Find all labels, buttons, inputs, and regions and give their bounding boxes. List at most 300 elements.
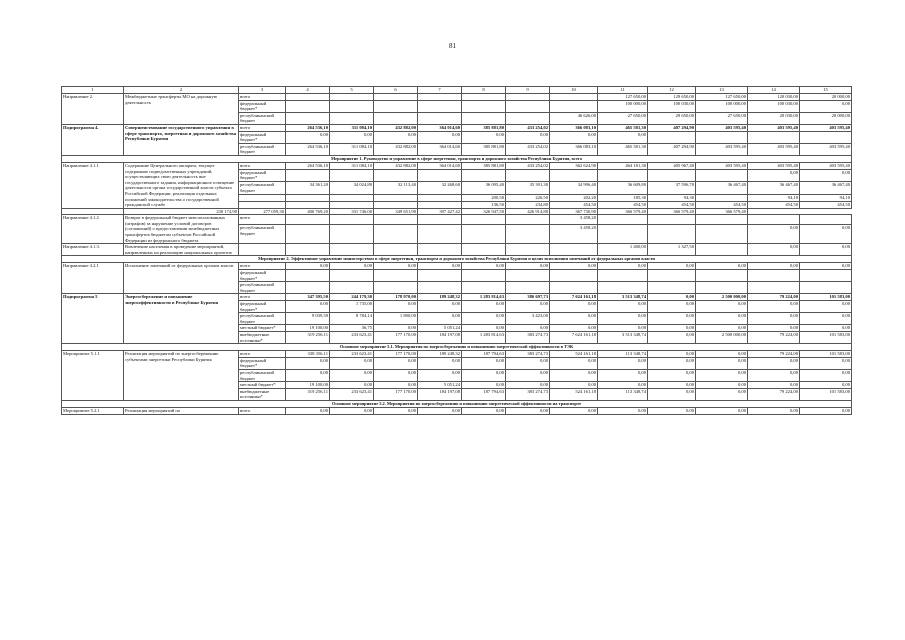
table-cell-value: 0,00 [462, 301, 506, 313]
table-cell-text [506, 100, 550, 112]
table-cell-value: 407 294,90 [648, 124, 696, 131]
table-cell-text: Мероприятие 5.1.1 [62, 351, 124, 401]
table-cell-value: 383 274,73 [506, 351, 550, 358]
table-cell-text: республиканский бюджет [239, 369, 286, 381]
table-cell-value: 0,00 [748, 263, 800, 270]
table-cell-value: 7 624 161,18 [550, 294, 598, 301]
table-row [62, 351, 852, 358]
table-cell-text: Реализация мероприятий по энергосбережению субъектами энергетики Республики Бурятия [124, 351, 239, 401]
table-cell-value: 187 794,63 [462, 351, 506, 358]
table-cell-text: Мероприятие 5.2.1 [62, 407, 124, 414]
table-cell-value: 385 881,80 [462, 143, 506, 155]
table-cell-value: 0,00 [648, 325, 696, 332]
column-header: 5 [330, 87, 374, 94]
table-cell-value: 230 174,90 [124, 208, 239, 215]
table-cell-text [330, 225, 374, 244]
table-cell-value: 29 650,00 [648, 112, 696, 124]
table-cell-value: 383 274,73 [506, 388, 550, 400]
table-cell-text [374, 112, 418, 124]
table-cell-value: 101 583,00 [800, 388, 852, 400]
table-cell-text: республиканский бюджет [239, 282, 286, 294]
table-cell-text: всего [239, 263, 286, 270]
column-header: 2 [124, 87, 239, 94]
table-cell-value: 0,00 [550, 313, 598, 325]
table-cell-value: 311 084,10 [330, 143, 374, 155]
table-cell-value: 0,00 [648, 294, 696, 301]
table-cell-value: 0,00 [696, 382, 748, 389]
table-cell-text: Направление 4.1.2 [62, 215, 124, 244]
table-cell-value: 234,80 [506, 201, 550, 208]
section-row [62, 256, 852, 263]
table-cell-value: 433 254,02 [506, 162, 550, 169]
table-cell-text [330, 215, 374, 225]
table-cell-text [506, 169, 550, 182]
table-cell-text: Реализация мероприятий по [124, 407, 239, 414]
table-cell-value: 0,00 [598, 301, 648, 313]
table-cell-value: 9 039,39 [286, 313, 330, 325]
table-cell-value: 94,30 [648, 195, 696, 202]
table-cell-value: 0,00 [286, 131, 330, 143]
table-cell-text [462, 244, 506, 256]
table-cell-value: 34 996,40 [550, 182, 598, 195]
table-cell-value: 27 650,00 [696, 112, 748, 124]
table-cell-value: 0,00 [550, 382, 598, 389]
table-cell-value: 405 967,40 [648, 162, 696, 169]
table-cell-value: 0,00 [330, 131, 374, 143]
table-cell-text: Энергосбережение и повышение энергоэффективности в Республике Бурятия [124, 294, 239, 344]
section-row [62, 155, 852, 162]
table-cell-text: Направление 2. [62, 94, 124, 125]
table-cell-value: 2 500 000,00 [696, 294, 748, 301]
table-cell-text [286, 244, 330, 256]
table-cell-value: 1 327,50 [648, 244, 696, 256]
table-cell-value: 362 624,90 [550, 162, 598, 169]
table-cell-value: 0,00 [330, 369, 374, 381]
table-cell-text [506, 112, 550, 124]
table-cell-value: 311 084,10 [330, 124, 374, 131]
table-cell-text [374, 169, 418, 182]
table-cell-text [374, 100, 418, 112]
table-cell-text: всего [239, 407, 286, 414]
column-header: 11 [598, 87, 648, 94]
table-cell-text [506, 270, 550, 282]
table-cell-text [418, 195, 462, 202]
table-cell-text: всего [239, 124, 286, 131]
table-cell-value: 1 283 814,63 [462, 331, 506, 343]
table-cell-value: 36 467,40 [748, 182, 800, 195]
table-cell-text [648, 131, 696, 143]
table-cell-text [418, 201, 462, 208]
table-cell-text [239, 201, 286, 208]
table-cell-text: федеральный бюджет* [239, 100, 286, 112]
table-cell-value: 0,00 [374, 382, 418, 389]
table-cell-value: 364 014,60 [418, 124, 462, 131]
table-cell-value: 0,00 [418, 357, 462, 369]
budget-table [61, 86, 852, 415]
table-cell-value: 0,00 [748, 407, 800, 414]
table-cell-text [648, 225, 696, 244]
table-cell-value: 100 030,00 [648, 100, 696, 112]
table-cell-text [330, 169, 374, 182]
table-cell-value: 0,00 [598, 407, 648, 414]
table-cell-value: 20 000,00 [800, 94, 852, 101]
table-cell-value: 0,00 [506, 325, 550, 332]
table-cell-value: 5 051,24 [418, 325, 462, 332]
table-cell-text [550, 94, 598, 101]
table-cell-value: 0,00 [648, 388, 696, 400]
table-cell-value: 0,00 [286, 301, 330, 313]
table-cell-value: 0,00 [800, 169, 852, 182]
table-cell-value: 233 623,41 [330, 388, 374, 400]
table-cell-value: 0,00 [800, 382, 852, 389]
table-cell-text: Межбюджетные трансферты МО на дорожную деятельность [124, 94, 239, 125]
table-cell-text [330, 195, 374, 202]
table-cell-text: федеральный бюджет* [239, 301, 286, 313]
table-cell-value: 454,50 [748, 201, 800, 208]
table-cell-text [286, 282, 330, 294]
table-cell-value: 403 595,40 [696, 124, 748, 131]
table-cell-text [374, 282, 418, 294]
table-cell-value: 0,00 [462, 263, 506, 270]
table-cell-text [506, 282, 550, 294]
table-cell-value: 0,00 [418, 263, 462, 270]
table-cell-value: 19 100,00 [286, 382, 330, 389]
table-cell-value: 79 224,00 [748, 331, 800, 343]
table-cell-text: Направление 4.1.1 [62, 162, 124, 208]
column-header: 15 [800, 87, 852, 94]
table-cell-value: 0,00 [462, 369, 506, 381]
table-cell-value: 184 197,08 [418, 388, 462, 400]
table-cell-text [418, 244, 462, 256]
table-cell-value: 0,00 [800, 369, 852, 381]
table-cell-value: 0,00 [800, 313, 852, 325]
table-cell-text: Направление 4.2.1 [62, 263, 124, 294]
table-cell-value: 129 650,00 [648, 94, 696, 101]
table-cell-value: 233 623,41 [330, 351, 374, 358]
section-row [62, 400, 852, 407]
table-cell-value: 0,00 [418, 301, 462, 313]
table-cell-text [330, 282, 374, 294]
table-cell-text: местный бюджет* [239, 325, 286, 332]
table-cell-value: 101 583,00 [800, 351, 852, 358]
column-header: 1 [62, 87, 124, 94]
table-cell-text [748, 215, 800, 225]
table-cell-text [418, 169, 462, 182]
table-cell-value: 0,00 [462, 325, 506, 332]
table-cell-value: 0,00 [374, 407, 418, 414]
table-cell-value: 0,00 [648, 301, 696, 313]
table-cell-value: 37 596,70 [648, 182, 696, 195]
table-cell-value: 233 623,41 [330, 331, 374, 343]
table-cell-text [462, 100, 506, 112]
table-cell-text: Содержание Центрального аппарата, текущее содержание подведомственных учреждений, осуществляющих свою деятельность вне государственного задания, информационное освещение деятельности органа государственной власти субъекта Российской Федерации, реализация отдельных положений законодательства о государственной гражданской службе [124, 162, 239, 208]
table-cell-text: местный бюджет* [239, 382, 286, 389]
table-cell-text [239, 195, 286, 202]
table-cell-value: 20 000,00 [800, 112, 852, 124]
table-row [62, 294, 852, 301]
table-cell-text [330, 100, 374, 112]
table-cell-value: 0,00 [286, 263, 330, 270]
table-cell-value: 20 030,00 [748, 112, 800, 124]
table-cell-value: 0,00 [418, 369, 462, 381]
table-cell-text [374, 215, 418, 225]
table-cell-text [330, 94, 374, 101]
table-cell-value: 94,10 [800, 195, 852, 202]
table-cell-value: 0,00 [374, 301, 418, 313]
table-cell-text: всего [239, 351, 286, 358]
table-cell-text [550, 270, 598, 282]
table-cell-value: 432 882,00 [374, 162, 418, 169]
table-cell-text [506, 215, 550, 225]
column-header: 9 [506, 87, 550, 94]
table-cell-value: 0,00 [550, 131, 598, 143]
table-cell-value: 465 581,30 [598, 143, 648, 155]
section-row [62, 344, 852, 351]
table-cell-value: 0,00 [800, 100, 852, 112]
table-cell-value: 226,50 [506, 195, 550, 202]
table-cell-text [418, 112, 462, 124]
table-cell-value: 127 650,00 [598, 94, 648, 101]
table-cell-value: 0,00 [330, 263, 374, 270]
table-cell-value: 366 083,10 [550, 143, 598, 155]
table-cell-value: 338 356,11 [286, 351, 330, 358]
table-cell-value: 100 000,00 [696, 100, 748, 112]
table-cell-value: 0,00 [696, 313, 748, 325]
table-cell-value: 524 161,18 [550, 351, 598, 358]
table-cell-value: 3 513 348,74 [598, 331, 648, 343]
column-header: 3 [239, 87, 286, 94]
table-cell-value: 454,50 [800, 201, 852, 208]
table-cell-text [462, 94, 506, 101]
table-cell-value: 264 536,10 [286, 124, 330, 131]
table-cell-value: 0,00 [330, 357, 374, 369]
section-title: Основное мероприятие 5.2. Мероприятия по энергосбережению и повышению энергетической эффективности на транспорте [62, 400, 852, 407]
table-row [62, 215, 852, 225]
table-cell-value: 454,50 [696, 201, 748, 208]
table-cell-value: 36 609,80 [598, 182, 648, 195]
table-cell-value: 385 881,80 [462, 124, 506, 131]
table-cell-value: 79 224,00 [748, 351, 800, 358]
table-cell-value: 0,00 [696, 357, 748, 369]
table-cell-text [506, 244, 550, 256]
table-cell-value: 403 595,40 [748, 124, 800, 131]
table-cell-value: 0,00 [330, 382, 374, 389]
table-cell-value: 0,00 [800, 301, 852, 313]
table-cell-value: 386 697,73 [506, 294, 550, 301]
table-cell-value: 0,00 [748, 301, 800, 313]
table-cell-text [286, 195, 330, 202]
table-cell-value: 0,00 [598, 313, 648, 325]
table-cell-text [462, 112, 506, 124]
table-cell-text [696, 244, 748, 256]
table-cell-value: 277 059,30 [239, 208, 286, 215]
table-cell-value: 120 030,00 [748, 94, 800, 101]
table-cell-value: 433 254,02 [506, 143, 550, 155]
table-cell-text [598, 225, 648, 244]
table-cell-text: всего [239, 94, 286, 101]
table-cell-value: 178 970,00 [374, 294, 418, 301]
table-cell-value: 189 248,32 [418, 351, 462, 358]
table-cell-text: Исполнение замечаний от федеральных органов власти [124, 263, 239, 294]
table-cell-value: 319 256,11 [286, 388, 330, 400]
table-cell-text [330, 270, 374, 282]
table-cell-text [374, 270, 418, 282]
table-cell-value: 0,00 [462, 357, 506, 369]
table-cell-value: 0,00 [748, 169, 800, 182]
table-cell-value: 0,00 [648, 407, 696, 414]
table-cell-text: федеральный бюджет* [239, 357, 286, 369]
table-cell-value: 347 395,50 [286, 294, 330, 301]
table-cell-value: 454,50 [598, 201, 648, 208]
table-cell-value: 0,00 [506, 301, 550, 313]
table-cell-value: 46 626,00 [550, 112, 598, 124]
page-number: 81 [449, 42, 456, 50]
table-cell-value: 349 651,90 [374, 208, 418, 215]
table-cell-value: 403 595,40 [748, 143, 800, 155]
table-cell-text: Возврат в федеральный бюджет неиспользованных (штрафов) за нарушение условий договоров (соглашений) о предоставлении межбюджетных трансфертов бюджетам субъектов Российской Федерации из федерального бюджета [124, 215, 239, 244]
table-cell-value: 0,00 [648, 382, 696, 389]
column-header: 6 [374, 87, 418, 94]
table-cell-value: 19 100,00 [286, 325, 330, 332]
table-cell-value: 0,00 [748, 357, 800, 369]
table-cell-text [550, 100, 598, 112]
table-cell-value: 0,00 [462, 313, 506, 325]
table-cell-value: 79 224,00 [748, 388, 800, 400]
table-cell-value: 136,50 [462, 201, 506, 208]
table-cell-value: 366 579,40 [598, 208, 648, 215]
table-cell-value: 0,00 [748, 382, 800, 389]
table-cell-value: 0,00 [506, 382, 550, 389]
table-cell-text [374, 225, 418, 244]
table-cell-value: 385 881,80 [462, 162, 506, 169]
table-cell-text [418, 94, 462, 101]
table-cell-text: Подпрограмма 5 [62, 294, 124, 344]
table-cell-value: 366 579,40 [648, 208, 696, 215]
table-cell-text: всего [239, 294, 286, 301]
table-body [62, 94, 852, 415]
table-cell-text [598, 282, 648, 294]
table-cell-text [462, 270, 506, 282]
budget-table-container [61, 86, 851, 415]
table-cell-text: федеральный бюджет* [239, 169, 286, 182]
table-cell-text [800, 282, 852, 294]
table-cell-value: 101 583,00 [800, 331, 852, 343]
table-cell-value: 0,00 [598, 131, 648, 143]
table-cell-text [696, 169, 748, 182]
table-cell-text [286, 112, 330, 124]
table-cell-value: 0,00 [550, 407, 598, 414]
table-cell-value: 0,00 [800, 263, 852, 270]
table-cell-value: 403 595,40 [800, 124, 852, 131]
table-cell-text [648, 270, 696, 282]
table-cell-text [748, 131, 800, 143]
table-cell-value: 0,00 [462, 407, 506, 414]
table-cell-text [696, 131, 748, 143]
table-cell-text: федеральный бюджет* [239, 131, 286, 143]
table-cell-value: 94,10 [748, 195, 800, 202]
table-cell-value: 2 500 000,00 [696, 331, 748, 343]
table-row [62, 162, 852, 169]
table-cell-value: 177 170,00 [374, 351, 418, 358]
table-cell-value: 407 294,90 [648, 143, 696, 155]
table-cell-value: 187 794,63 [462, 388, 506, 400]
table-cell-value: 454,50 [550, 201, 598, 208]
table-cell-text [800, 215, 852, 225]
table-cell-value: 3 458,20 [550, 215, 598, 225]
table-row [62, 263, 852, 270]
table-cell-text [286, 270, 330, 282]
table-cell-text [418, 215, 462, 225]
table-cell-text [239, 244, 286, 256]
table-cell-value: 0,00 [696, 263, 748, 270]
table-cell-value: 0,00 [550, 369, 598, 381]
table-cell-text [374, 244, 418, 256]
table-cell-value: 432 882,00 [374, 143, 418, 155]
table-cell-value: 34 024,80 [330, 182, 374, 195]
table-cell-text [648, 169, 696, 182]
table-cell-text [462, 215, 506, 225]
table-cell-value: 0,00 [696, 301, 748, 313]
table-cell-text: республиканский бюджет [239, 112, 286, 124]
table-cell-value: 264 536,10 [286, 162, 330, 169]
table-cell-value: 426 914,80 [506, 208, 550, 215]
table-cell-value: 0,00 [696, 351, 748, 358]
table-cell-text [286, 94, 330, 101]
table-row [62, 208, 852, 215]
table-cell-text [598, 270, 648, 282]
table-cell-value: 0,00 [506, 357, 550, 369]
table-cell-value: 0,00 [598, 382, 648, 389]
table-cell-value: 432 882,00 [374, 124, 418, 131]
table-cell-text [330, 112, 374, 124]
table-cell-text [696, 282, 748, 294]
table-cell-value: 0,00 [648, 263, 696, 270]
table-cell-value: 36 467,40 [696, 182, 748, 195]
table-cell-text [462, 225, 506, 244]
table-cell-value: 3 513 348,74 [598, 294, 648, 301]
table-cell-text [286, 169, 330, 182]
table-cell-value: 0,00 [648, 351, 696, 358]
table-cell-value: 383 274,73 [506, 331, 550, 343]
table-cell-value: 0,00 [648, 331, 696, 343]
table-cell-value: 177 170,00 [374, 331, 418, 343]
table-cell-value: 0,00 [598, 325, 648, 332]
table-cell-value: 0,00 [696, 407, 748, 414]
table-cell-value: 0,00 [800, 325, 852, 332]
table-cell-value: 0,00 [550, 263, 598, 270]
table-cell-value: 0,00 [506, 263, 550, 270]
table-cell-value: 0,00 [696, 388, 748, 400]
table-cell-value: 5 051,24 [418, 382, 462, 389]
table-cell-text [462, 282, 506, 294]
table-cell-value: 3 458,20 [550, 225, 598, 244]
table-cell-value: 0,00 [286, 369, 330, 381]
table-cell-value: 364 014,60 [418, 162, 462, 169]
table-cell-value: 0,00 [418, 131, 462, 143]
table-cell-value: 403 595,40 [800, 143, 852, 155]
table-cell-text [62, 208, 124, 215]
table-cell-value: 35 391,30 [506, 182, 550, 195]
table-cell-text: республиканский бюджет [239, 313, 286, 325]
section-title: Основное мероприятие 5.1. Мероприятия по энергосбережению и повышению энергетической эффективности в ТЭК [62, 344, 852, 351]
table-cell-text: республиканский бюджет [239, 182, 286, 195]
table-cell-value: 0,00 [800, 407, 852, 414]
table-cell-value: 0,00 [598, 369, 648, 381]
table-cell-text [696, 195, 748, 202]
table-cell-value: 0,00 [374, 369, 418, 381]
table-cell-text: республиканский бюджет [239, 143, 286, 155]
table-cell-value: 1 283 814,63 [462, 294, 506, 301]
